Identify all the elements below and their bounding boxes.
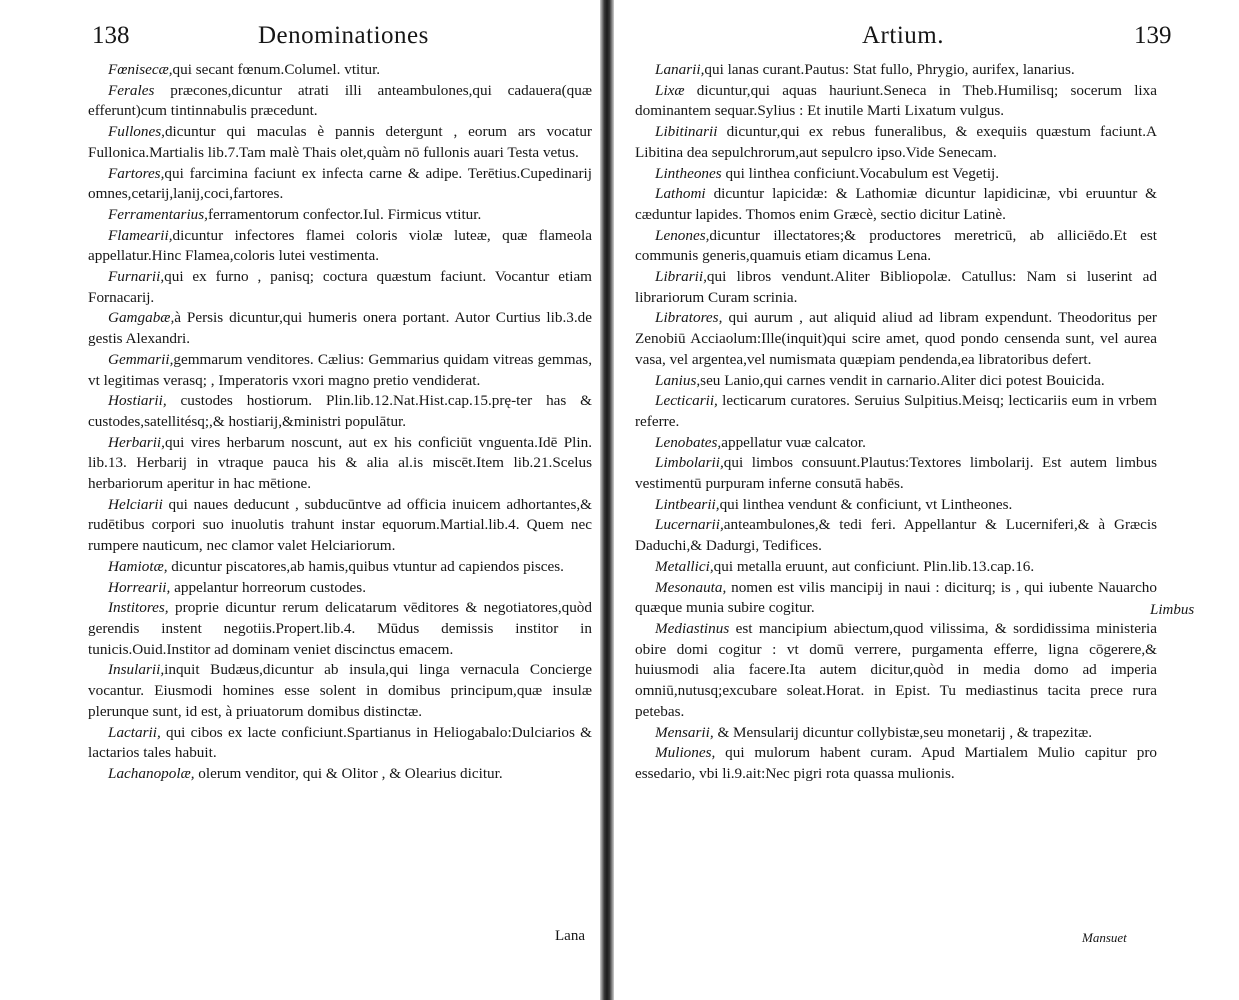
entry-text: dicuntur lapicidæ: & Lathomiæ dicuntur lapidicinæ, vbi eruuntur & cæduntur lapides. Thomos enim Græcè, sectio dicitur Latinè.: [635, 185, 1157, 223]
entry-term: Librarii,: [655, 268, 707, 286]
entry-text: qui linthea vendunt & conficiunt, vt Lintheones.: [719, 495, 1013, 513]
entry-term: Ferramentarius,: [108, 205, 208, 223]
entry-text: appellatur vuæ calcator.: [721, 433, 866, 451]
entry-text: dicuntur,qui aquas hauriunt.Seneca in Theb.Humilisq; socerum lixa dominantem sequar.Sylius : Et inutile Marti Lixatum vulgus.: [635, 81, 1157, 120]
catchword: Mansuet: [1082, 930, 1127, 945]
entry-text: qui linthea conficiunt.Vocabulum est Vegetij.: [721, 164, 1000, 182]
entry-text: qui libros vendunt.Aliter Bibliopolæ. Catullus: Nam si luserint ad librariorum Curam scrinia.: [635, 268, 1157, 306]
entry-text: qui ex furno , panisq; coctura quæstum faciunt. Vocantur etiam Fornacarij.: [88, 268, 592, 306]
entry-text: nomen est vilis mancipij in naui : diciturq; is , qui iubente Nauarcho quæque munia subire cogitur.: [635, 578, 1157, 617]
entry: [88, 391, 592, 432]
entry: [635, 308, 1157, 370]
entry-text: custodes hostiorum. Plin.lib.12.Nat.Hist.cap.15.prę-ter has & custodes,satellitésq;,& hostiarij,&ministri populātur.: [88, 392, 592, 430]
entry: [635, 391, 1157, 432]
entry: [88, 122, 592, 163]
entry-text: qui vires herbarum noscunt, aut ex his conficiūt vnguenta.Idē Plin. lib.13. Herbarij in vtraque pauca his & alia al.is miscēt.Item lib.21.Scelus herbariorum aperitur in hac mētione.: [88, 433, 592, 493]
entry-term: Institores,: [108, 599, 169, 617]
entry-text: dicuntur infectores flamei coloris violæ luteæ, quæ flameola appellatur.Hinc Flamea,coloris lutei vestimenta.: [88, 226, 592, 265]
entry: [635, 619, 1157, 723]
entry-text: qui naues deducunt , subducūntve ad officia inuicem adhortantes,& rudētibus corpori suo inuolutis trahunt instar equorum.Martial.lib.4. Quem nec rumpere nauticum, nec clamor valet Helciariorum.: [88, 495, 592, 555]
entry-text: est mancipium abiectum,quod vilissima, & sordidissima ministeria obire domi cogitur : vt domū verrere, purgamenta efferre, ligna cōgerere,& huiusmodi alia facere.Ita autem dicitur,quòd in media domo ad imperia omniū,nutusq;excubare soleat.Horat. in Epist. Tu mediastinus tacita prece rura petebas.: [635, 619, 1157, 720]
entry-term: Fartores,: [108, 164, 165, 182]
entry-term: Furnarii,: [108, 268, 165, 286]
entry: [88, 267, 592, 308]
entry: [635, 557, 1157, 578]
marginal-note: Limbus: [1150, 602, 1195, 618]
running-title: Artium.: [862, 22, 944, 49]
entry-text: olerum venditor, qui & Olitor , & Olearius dicitur.: [194, 764, 503, 782]
entry: [88, 557, 592, 578]
entry-text: qui secant fœnum.Columel. vtitur.: [172, 61, 381, 78]
entry-text: qui metalla eruunt, aut conficiunt. Plin.lib.13.cap.16.: [713, 557, 1035, 575]
entry: [88, 226, 592, 267]
entry: [635, 164, 1157, 185]
entry-term: Lathomi: [655, 185, 706, 203]
entry: [635, 371, 1157, 392]
entry: [88, 764, 592, 785]
entry-text: gemmarum venditores. Cælius: Gemmarius quidam vitreas gemmas, vt legitimas verasq; , Imperatoris vxori magno pretio vendiderat.: [88, 350, 592, 389]
entry: [635, 578, 1157, 619]
entry-term: Mediastinus: [655, 619, 730, 637]
entry: [635, 743, 1157, 784]
entry: [635, 515, 1157, 556]
entry-text: dicuntur qui maculas è pannis detergunt , eorum ars vocatur Fullonica.Martialis lib.7.Tam malè Thais olet,quàm nō fullonis auari Testa vetus.: [88, 123, 592, 161]
entry: [88, 433, 592, 495]
entry: [88, 578, 592, 599]
catchword: Lana: [555, 928, 585, 944]
entry: [88, 723, 592, 764]
entry-text: qui cibos ex lacte conficiunt.Spartianus in Heliogabalo:Dulciarios & lactarios tales habuit.: [88, 723, 592, 762]
entry-term: Lintheones: [655, 164, 722, 182]
entry: [635, 81, 1157, 122]
entry-term: Fullones,: [108, 123, 165, 141]
entry-term: Ferales: [108, 81, 155, 99]
entry-term: Horrearii,: [108, 578, 171, 596]
page-number: 138: [92, 22, 130, 49]
entry-term: Libratores,: [655, 309, 723, 327]
entry-term: Libitinarii: [655, 123, 718, 141]
entry-text: proprie dicuntur rerum delicatarum vēditores & negotiatores,quòd gerendis instent negotiis.Propert.lib.4. Mūdus demissis institor in tunicis.Ouid.Institor ad dominam veniet discinctus emacem.: [88, 599, 592, 658]
entry-text: à Persis dicuntur,qui humeris onera portant. Autor Curtius lib.3.de gestis Alexandri.: [88, 309, 592, 348]
entry-text: & Mensularij dicuntur collybistæ,seu monetarij , & trapezitæ.: [713, 723, 1092, 741]
entry-text: appelantur horreorum custodes.: [170, 578, 366, 596]
entry-text: anteambulones,& tedi feri. Appellantur & Lucerniferi,& à Græcis Daduchi,& Dadurgi, Tedifices.: [635, 516, 1157, 555]
entry: [88, 205, 592, 226]
entry-text: ferramentorum confector.Iul. Firmicus vtitur.: [207, 205, 482, 223]
entry: [635, 226, 1157, 267]
entry: [88, 164, 592, 205]
entry: [88, 660, 592, 722]
left-page: [0, 0, 604, 1000]
left-page-header: [92, 22, 592, 56]
entry-text: qui limbos consuunt.Plautus:Textores limbolarij. Est autem limbus vestimentū purpuram inferne consutā habēs.: [635, 454, 1157, 493]
page-number: 139: [1134, 22, 1172, 49]
entry: [88, 81, 592, 122]
entry-text: qui farcimina faciunt ex infecta carne & adipe. Terētius.Cupedinarij omnes,cetarij,lanij,coci,fartores.: [88, 164, 592, 203]
entry: [88, 60, 592, 81]
entry-term: Muliones,: [655, 744, 716, 762]
entry: [635, 122, 1157, 163]
entry: [88, 598, 592, 660]
entry-text: qui lanas curant.Pautus: Stat fullo, Phrygio, aurifex, lanarius.: [704, 61, 1075, 78]
entry-term: Lenones,: [655, 226, 710, 244]
entry-term: Lanius,: [655, 371, 701, 389]
entry-text: inquit Budæus,dicuntur ab insula,qui linga vernacula Concierge vocantur. Eiusmodi homines esse solent in domibus principum,quæ insulæ plerunque sunt, id est, à priuatorum domibus distinctæ.: [88, 661, 592, 720]
entry-term: Herbarii,: [108, 433, 165, 451]
entry: [635, 453, 1157, 494]
entry-term: Lucernarii,: [655, 516, 724, 534]
entry-term: Lenobates,: [655, 433, 722, 451]
entry-term: Insularii,: [108, 661, 165, 679]
entry-text: præcones,dicuntur atrati illi anteambulones,qui cadauera(quæ efferunt)cum tintinnabulis præcedunt.: [88, 81, 592, 120]
entry: [635, 184, 1157, 225]
entry: [88, 495, 592, 557]
running-title: Denominationes: [258, 22, 429, 49]
entry-text: qui mulorum habent curam. Apud Martialem Mulio capitur pro essedario, vbi li.9.ait:Nec pigri rota quassa mulionis.: [635, 744, 1157, 782]
entry-term: Flamearii,: [108, 226, 173, 244]
entry-term: Fœnisecæ,: [108, 61, 173, 78]
entry-term: Mesonauta,: [655, 578, 727, 596]
entry: [635, 267, 1157, 308]
entry-text: qui aurum , aut aliquid aliud ad libram expendunt. Theodoritus per Zenobiū Acciaolum:Ille(inquit)qui scire amet, quod pondo censenda sunt, vel aurea vasa, vel argentea,vel numismata quæpiam pendenda,ea libratoribus defert.: [635, 309, 1157, 368]
entry-term: Gamgabæ,: [108, 309, 175, 327]
entry: [635, 60, 1157, 81]
entry-term: Hamiotæ,: [108, 557, 168, 575]
entry-term: Gemmarii,: [108, 350, 174, 368]
entry-text: dicuntur,qui ex rebus funeralibus, & exequiis quæstum faciunt.A Libitina dea sepulchrorum,aut sepulcro ipso.Vide Senecam.: [635, 123, 1157, 161]
entry-term: Lintbearii,: [655, 495, 720, 513]
entry-term: Limbolarii,: [655, 454, 724, 472]
entry: [88, 350, 592, 391]
right-page-header: [640, 22, 1200, 56]
entry-term: Lecticarii,: [655, 392, 718, 410]
entry-list: [635, 60, 1157, 785]
entry-term: Metallici,: [655, 557, 714, 575]
entry-term: Lactarii,: [108, 723, 161, 741]
entry-list: [88, 60, 592, 785]
entry: [635, 433, 1157, 454]
entry-term: Mensarii,: [655, 723, 714, 741]
entry-text: dicuntur piscatores,ab hamis,quibus vtuntur ad capiendos pisces.: [167, 557, 564, 575]
entry: [635, 723, 1157, 744]
entry-term: Lanarii,: [655, 61, 705, 78]
entry-term: Lixæ: [655, 81, 685, 99]
entry-term: Hostiarii,: [108, 392, 167, 410]
entry: [635, 495, 1157, 516]
entry-text: seu Lanio,qui carnes vendit in carnario.Aliter dici potest Bouicida.: [700, 371, 1105, 389]
right-page: [612, 0, 1239, 1000]
entry-term: Helciarii: [108, 495, 163, 513]
entry-text: lecticarum curatores. Seruius Sulpitius.Meisq; lecticariis eum in vrbem referre.: [635, 392, 1157, 430]
entry-text: dicuntur illectatores;& productores meretricū, ab alliciēdo.Et est communis generis,quamuis etiam dicamus Lena.: [635, 226, 1157, 265]
entry-term: Lachanopolæ,: [108, 764, 195, 782]
entry: [88, 308, 592, 349]
